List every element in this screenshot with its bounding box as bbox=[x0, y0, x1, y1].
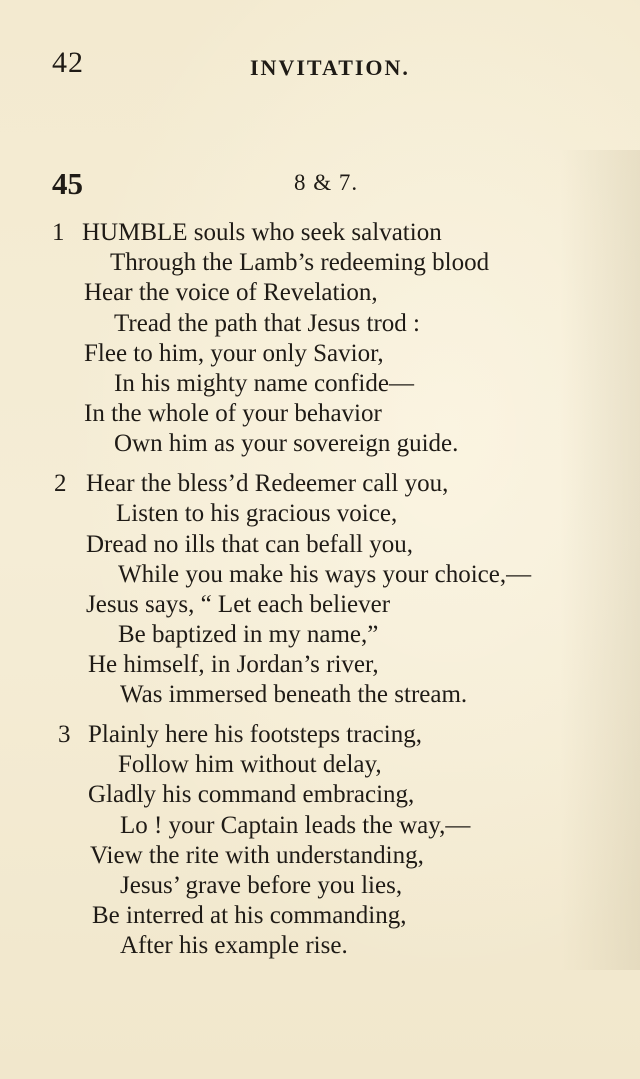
stanza-number: 3 bbox=[58, 721, 71, 748]
running-head: INVITATION. bbox=[250, 55, 410, 80]
verse-line: Listen to his gracious voice, bbox=[116, 500, 398, 527]
verse-line: Plainly here his footsteps tracing, bbox=[88, 721, 422, 748]
show-through-shadow bbox=[560, 150, 640, 970]
verse-line: In the whole of your behavior bbox=[84, 400, 382, 427]
hymn-meter: 8 & 7. bbox=[294, 170, 359, 195]
verse-line: Dread no ills that can befall you, bbox=[86, 531, 413, 558]
stanza-number: 2 bbox=[54, 470, 67, 497]
verse-line: Gladly his command embracing, bbox=[88, 781, 415, 808]
verse-line: Jesus says, “ Let each believer bbox=[86, 591, 391, 618]
verse-line: Hear the voice of Revelation, bbox=[84, 279, 378, 306]
verse-line: View the rite with understanding, bbox=[90, 842, 424, 869]
stanza-number: 1 bbox=[52, 219, 65, 246]
page-number: 42 bbox=[52, 46, 84, 79]
hymn-number: 45 bbox=[52, 166, 83, 201]
verse-line: Be baptized in my name,” bbox=[118, 621, 379, 648]
verse-line: He himself, in Jordan’s river, bbox=[88, 651, 379, 678]
verse-line: Be interred at his commanding, bbox=[92, 902, 407, 929]
verse-line: While you make his ways your choice,— bbox=[118, 561, 532, 588]
verse-line: Jesus’ grave before you lies, bbox=[120, 872, 403, 899]
verse-line: Tread the path that Jesus trod : bbox=[114, 310, 420, 337]
verse-line: After his example rise. bbox=[120, 932, 348, 959]
verse-line: Own him as your sovereign guide. bbox=[114, 430, 459, 457]
verse-line: Follow him without delay, bbox=[118, 751, 382, 778]
verse-line: Flee to him, your only Savior, bbox=[84, 340, 384, 367]
verse-line: Through the Lamb’s redeeming blood bbox=[110, 249, 490, 276]
verse-line: Was immersed beneath the stream. bbox=[120, 681, 468, 708]
verse-line: Lo ! your Captain leads the way,— bbox=[120, 812, 471, 839]
verse-line: In his mighty name confide— bbox=[114, 370, 414, 397]
verse-line: HUMBLE souls who seek salvation bbox=[82, 219, 442, 246]
verse-line: Hear the bless’d Redeemer call you, bbox=[86, 470, 449, 497]
